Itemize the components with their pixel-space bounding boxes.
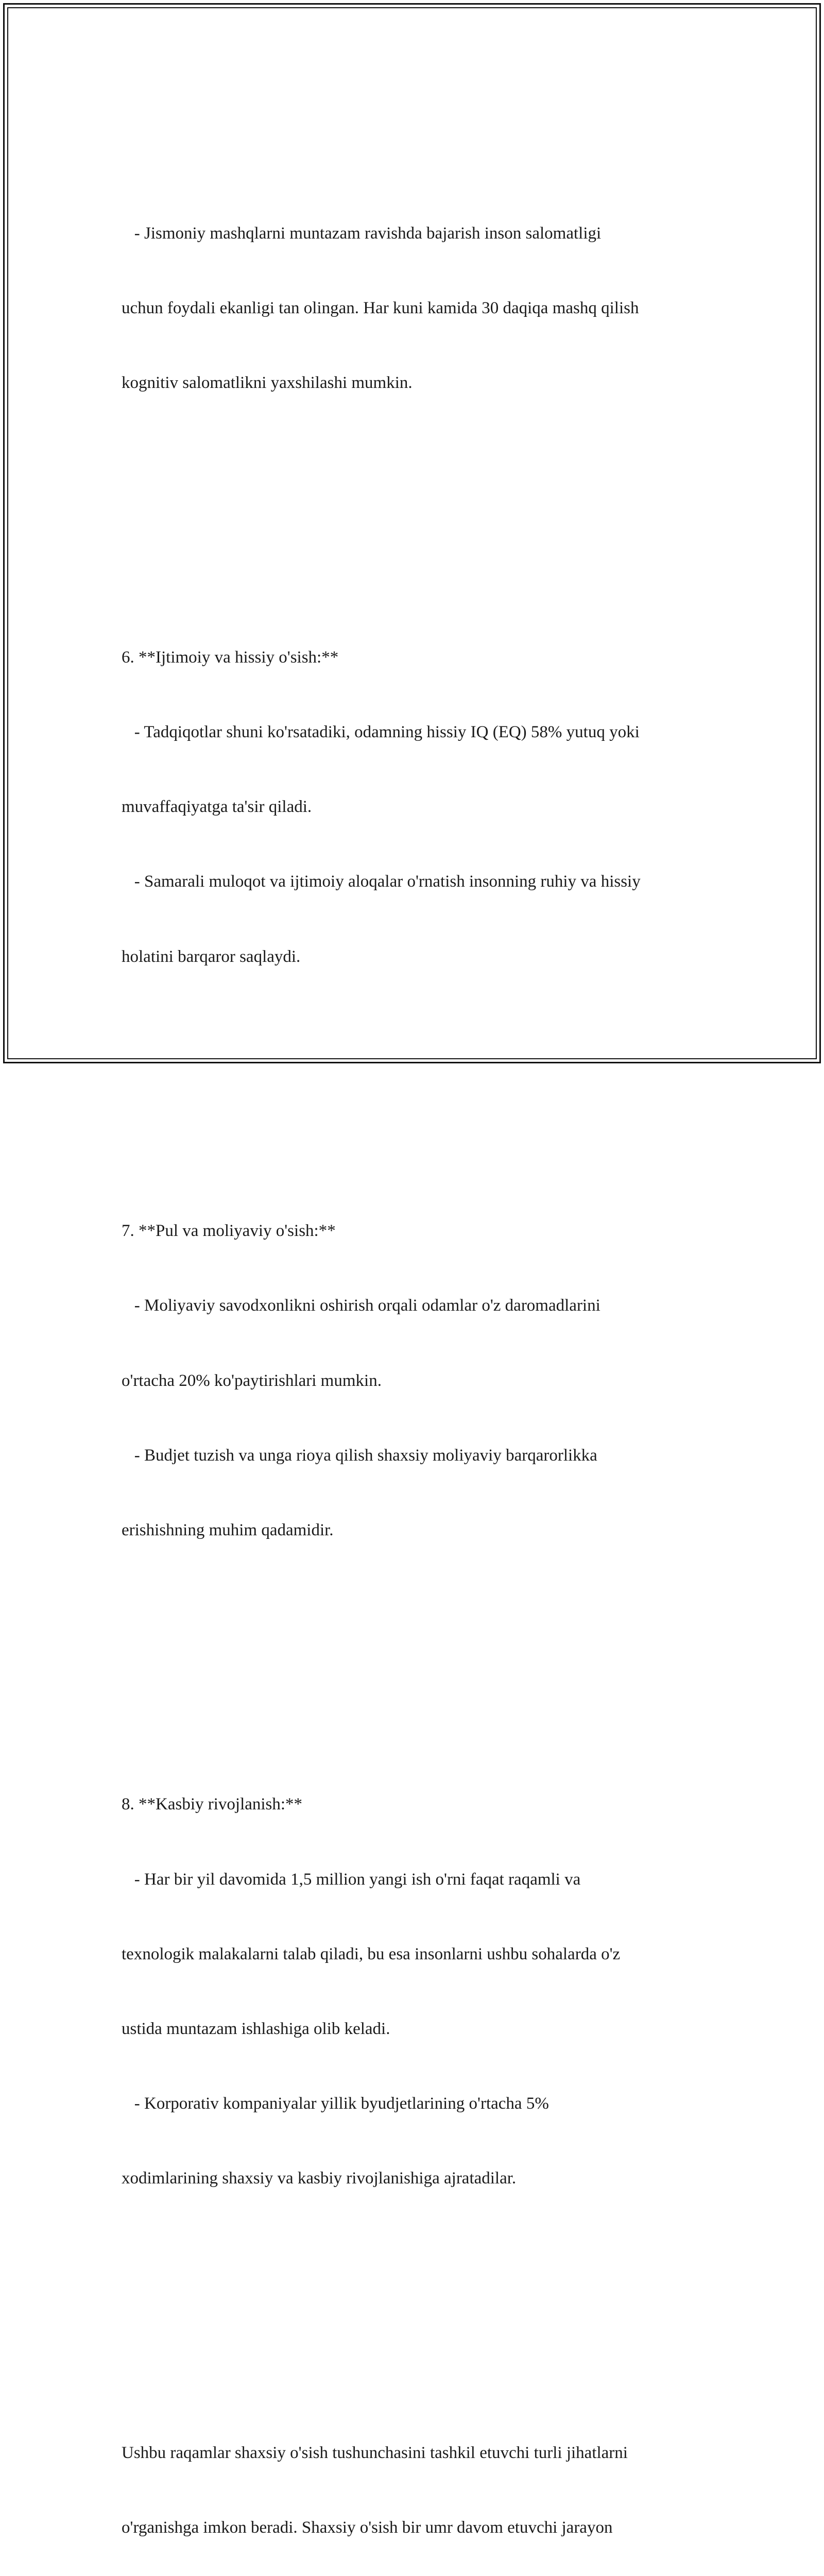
- section-heading: 8. **Kasbiy rivojlanish:**: [122, 1795, 303, 1814]
- section-6-social-emotional-growth: [122, 595, 703, 1019]
- text-line: xodimlarining shaxsiy va kasbiy rivojlanishiga ajratadilar.: [122, 2169, 517, 2188]
- paragraph-spacer: [122, 1069, 703, 1094]
- text-line: uchun foydali ekanligi tan olingan. Har kuni kamida 30 daqiqa mashq qilish: [122, 299, 639, 318]
- paragraph-spacer: [122, 2291, 703, 2315]
- text-line: - Samarali muloqot va ijtimoiy aloqalar o'rnatish insonning ruhiy va hissiy: [122, 872, 641, 891]
- text-line: - Moliyaviy savodxonlikni oshirish orqali odamlar o'z daromadlarini: [122, 1296, 600, 1315]
- text-line: holatini barqaror saqlaydi.: [122, 947, 301, 966]
- text-line: ustida muntazam ishlashiga olib keladi.: [122, 2019, 390, 2038]
- text-line: - Jismoniy mashqlarni muntazam ravishda bajarish inson salomatligi: [122, 224, 602, 243]
- section-heading: 6. **Ijtimoiy va hissiy o'sish:**: [122, 648, 339, 667]
- text-line: o'rganishga imkon beradi. Shaxsiy o'sish bir umr davom etuvchi jarayon: [122, 2518, 613, 2537]
- document-body: [122, 96, 703, 2576]
- text-line: - Budjet tuzish va unga rioya qilish shaxsiy moliyaviy barqarorlikka: [122, 1446, 597, 1465]
- section-heading: 7. **Pul va moliyaviy o'sish:**: [122, 1222, 336, 1241]
- text-line: o'rtacha 20% ko'paytirishlari mumkin.: [122, 1371, 382, 1390]
- paragraph-spacer: [122, 1642, 703, 1667]
- text-line: erishishning muhim qadamidir.: [122, 1520, 334, 1539]
- section-7-financial-growth: [122, 1168, 703, 1592]
- text-line: - Korporativ kompaniyalar yillik byudjetlarining o'rtacha 5%: [122, 2094, 549, 2113]
- section-8-career-development: [122, 1742, 703, 2241]
- text-line: Ushbu raqamlar shaxsiy o'sish tushunchasini tashkil etuvchi turli jihatlarni: [122, 2443, 628, 2462]
- text-line: kognitiv salomatlikni yaxshilashi mumkin.: [122, 374, 413, 393]
- paragraph-spacer: [122, 495, 703, 520]
- text-line: muvaffaqiyatga ta'sir qiladi.: [122, 798, 312, 817]
- paragraph-conclusion: [122, 2391, 703, 2576]
- paragraph-physical-exercise: [122, 171, 703, 445]
- text-line: - Tadqiqotlar shuni ko'rsatadiki, odamning hissiy IQ (EQ) 58% yutuq yoki: [122, 723, 640, 742]
- text-line: texnologik malakalarni talab qiladi, bu esa insonlarni ushbu sohalarda o'z: [122, 1944, 621, 1963]
- text-line: - Har bir yil davomida 1,5 million yangi ish o'rni faqat raqamli va: [122, 1870, 581, 1889]
